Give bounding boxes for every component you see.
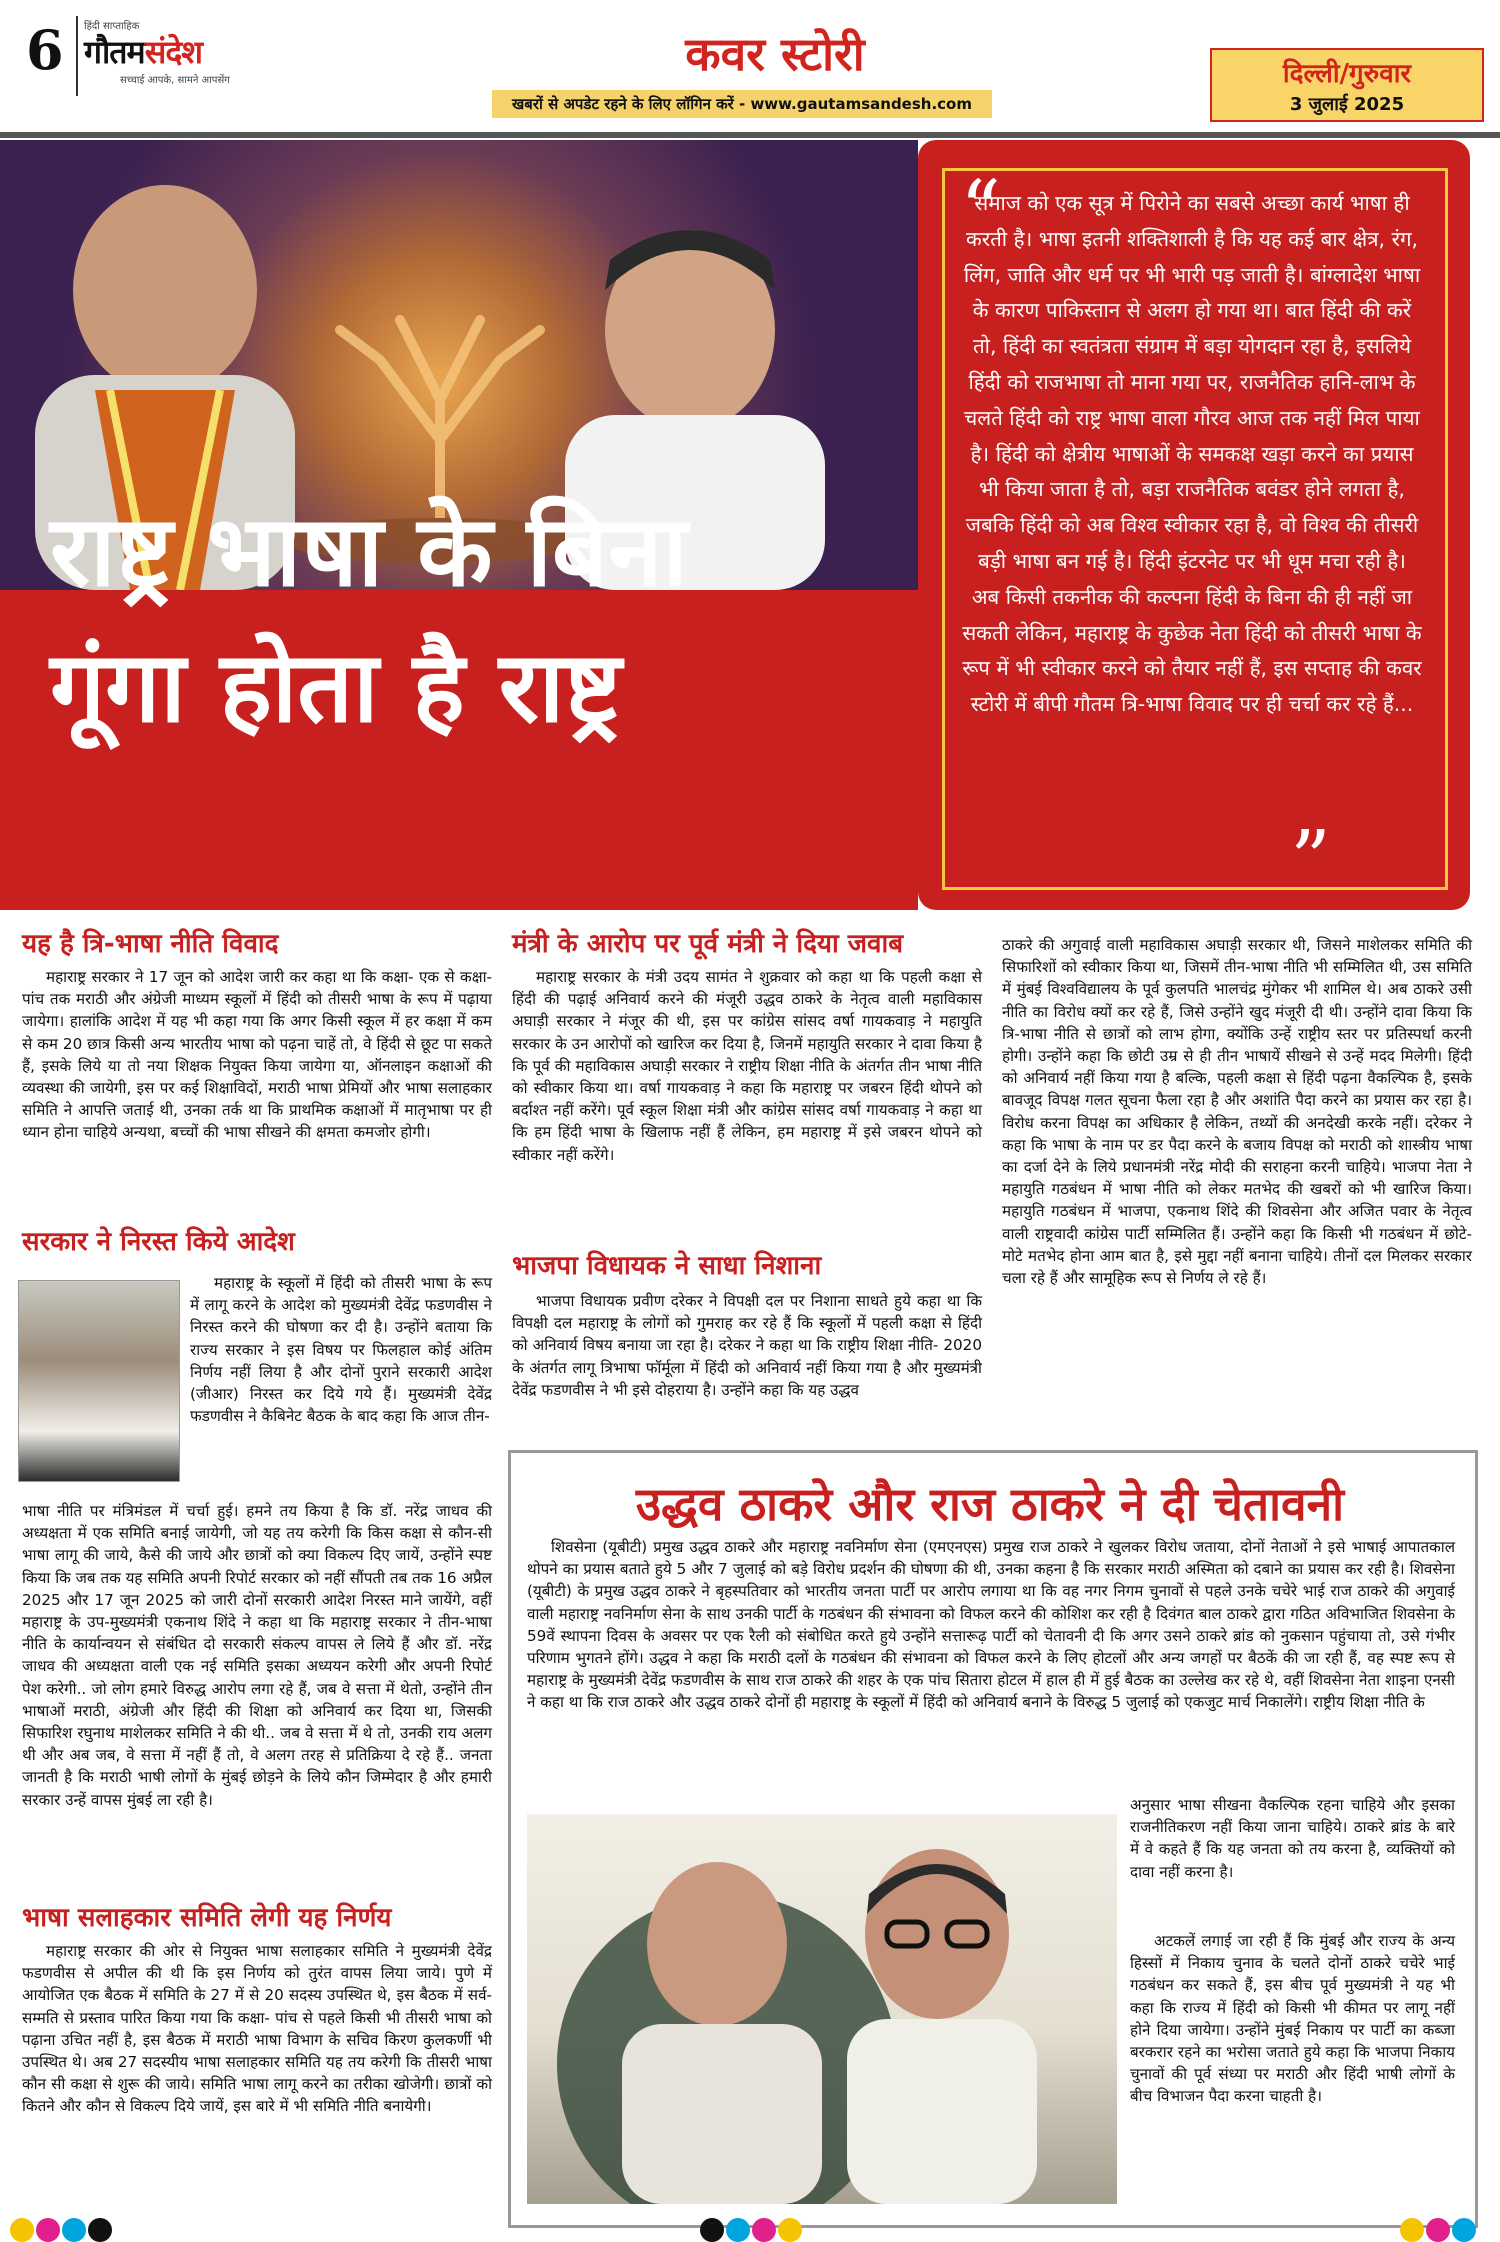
col1-para3 [22,1940,492,2118]
col1-para2b [22,1500,492,1811]
subheading-minister-reply: मंत्री के आरोप पर पूर्व मंत्री ने दिया जवाब [512,929,904,959]
logo-slogan: सच्चाई आपके, सामने आपसेंग [120,75,230,86]
date-box [1210,48,1484,122]
col1-para2a [190,1272,492,1427]
col1-para3-text: महाराष्ट्र सरकार की ओर से नियुक्त भाषा सलाहकार समिति ने मुख्यमंत्री देवेंद्र फडणवीस से अपील की थी कि इस निर्णय को तुरंत वापस लिया जाये। पुणे में आयोजित एक बैठक में समिति के 27 में से 20 सदस्य उपस्थित थे, इस बैठक में सर्व-सम्मति से प्रस्ताव पारित किया गया कि कक्षा- पांच से पहले किसी भी तीसरी भाषा को पढ़ाना उचित नहीं है, इस बैठक में मराठी भाषा विभाग के सचिव किरण कुलकर्णी भी उपस्थित थे। अब 27 सदस्यीय भाषा सलाहकार समिति यह तय करेगी कि तीसरी भाषा कौन सी कक्षा से शुरू की जाये। समिति भाषा लागू करने का तरीका खोजेगी। छात्रों को कितने और कौन से विकल्प दिये जायें, इस बारे में भी समिति नीति बनायेगी। [22,1942,492,2116]
section-title: कवर स्टोरी [685,27,865,81]
subheading-orders-cancelled: सरकार ने निरस्त किये आदेश [22,1227,295,1257]
col1-para1 [22,966,492,1144]
col1-para2b-text: भाषा नीति पर मंत्रिमंडल में चर्चा हुई। हमने तय किया है कि डॉ. नरेंद्र जाधव की अध्यक्षता में एक समिति बनाई जायेगी, जो यह तय करेगी कि किस कक्षा से कौन-सी भाषा लागू की जाये, कैसे की जाये और छात्रों को क्या विकल्प दिए जायें, उन्होंने स्पष्ट किया कि जब तक यह समिति अपनी रिपोर्ट सरकार को नहीं सौंपती तब तक 16 अप्रैल 2025 और 17 जून 2025 को जारी दोनों सरकारी आदेश निरस्त माने जायेंगे, वहीं महाराष्ट्र के उप-मुख्यमंत्री एकनाथ शिंदे ने कहा था कि महाराष्ट्र सरकार ने तीन-भाषा नीति के कार्यान्वयन से संबंधित दो सरकारी संकल्प वापस ले लिये हैं और डॉ. नरेंद्र जाधव की अध्यक्षता वाली एक नई समिति इसका अध्ययन करेगी और अपनी रिपोर्ट पेश करेगी.. जो लोग हमारे विरुद्ध आरोप लगा रहे हैं, जब वे सत्ता में थेतो, उन्होंने तीन भाषाओं मराठी, अंग्रेजी और हिंदी की शिक्षा को अनिवार्य कर दिया था, जिसकी सिफारिश रघुनाथ माशेलकर समिति ने की थी.. जब वे सत्ता में थे तो, उनकी राय अलग थी और अब जब, वे सत्ता में नहीं हैं तो, वे अलग तरह से प्रतिक्रिया दे रहे हैं.. जनता जानती है कि मराठी भाषी लोगों के मुंबई छोड़ने के लिये कौन जिम्मेदार है और हमारी सरकार उन्हें वापस मुंबई ला रही है। [22,1502,492,1809]
header-divider [76,16,78,96]
main-headline-line1: राष्ट्र भाषा के बिना [50,495,688,609]
logo-black-part: गौतम [84,33,145,71]
cyan-mark [1452,2218,1476,2242]
page-number: 6 [26,18,64,82]
subheading-advisory-committee: भाषा सलाहकार समिति लेगी यह निर्णय [22,1903,392,1933]
col3-para1-text: ठाकरे की अगुवाई वाली महाविकास अघाड़ी सरकार थी, जिसने माशेलकर समिति की सिफारिशों को स्वीकार किया था, जिसमें तीन-भाषा नीति भी सम्मिलित थी, उस समिति में मुंबई विश्वविद्यालय के पूर्व कुलपति भालचंद्र मुंगेकर भी शामिल थे। अब ठाकरे उसी नीति का विरोध क्यों कर रहे हैं, जिसे उन्होंने खुद मंजूरी दी थी। उन्होंने दावा किया कि त्रि-भाषा नीति से छात्रों को लाभ होगा, क्योंकि उन्हें राष्ट्रीय स्तर पर प्रतिस्पर्धा करनी होगी। उन्होंने कहा कि छोटी उम्र से ही तीन भाषायें सीखने से उन्हें मदद मिलेगी। हिंदी को अनिवार्य नहीं किया गया है बल्कि, पहली कक्षा से हिंदी पढ़ना वैकल्पिक है, इसके बावजूद विपक्ष गलत सूचना फैला रहा है और अशांति पैदा करने का प्रयास कर रहा है। विरोध करना विपक्ष का अधिकार है लेकिन, तथ्यों की अनदेखी करके नहीं। दरेकर ने कहा कि भाषा के नाम पर डर पैदा करने के बजाय विपक्ष को मराठी को शास्त्रीय भाषा का दर्जा देने के लिये प्रधानमंत्री नरेंद्र मोदी की सराहना करनी चाहिये। भाजपा नेता ने महायुति गठबंधन में भाषा नीति को लेकर मतभेद की खबरों को भी खारिज किया। महायुति गठबंधन में भाजपा, एकनाथ शिंदे की शिवसेना और अजित पवार के नेतृत्व वाली राष्ट्रवादी कांग्रेस पार्टी सम्मिलित हैं। उन्होंने कहा कि किसी भी गठबंधन में छोटे-मोटे मतभेद होना आम बात है, इसे मुद्दा नहीं बनाना चाहिये। तीनों दल मिलकर सरकार चला रहे हैं और सामूहिक रूप से निर्णय ले रहे हैं। [1002,936,1472,1288]
logo-red-part: संदेश [144,33,203,71]
login-link[interactable]: खबरों से अपडेट रहने के लिए लॉगिन करें - www.gautamsandesh.com [492,90,992,118]
black-mark [700,2218,724,2242]
col1-para2a-text: महाराष्ट्र के स्कूलों में हिंदी को तीसरी भाषा के रूप में लागू करने के आदेश को मुख्यमंत्री देवेंद्र फडणवीस ने निरस्त करने की घोषणा कर दी है। उन्होंने बताया कि राज्य सरकार ने इस विषय पर फिलहाल कोई अंतिम निर्णय नहीं लिया है और दोनों पुराने सरकारी आदेश (जीआर) निरस्त कर दिये गये हैं। मुख्यमंत्री देवेंद्र फडणवीस ने कैबिनेट बैठक के बाद कहा कि आज तीन- [190,1274,492,1426]
box-para2 [1130,1794,1455,1883]
subheading-bjp-mla: भाजपा विधायक ने साधा निशाना [512,1251,822,1281]
thackeray-illustration [527,1814,1117,2204]
main-headline-line2: गूंगा होता है राष्ट्र [50,631,622,745]
open-quote-mark: “ [960,163,1001,256]
logo-tagline: हिंदी साप्ताहिक [84,21,140,32]
publication-logo[interactable] [84,30,202,73]
magenta-mark [1426,2218,1450,2242]
col3-para1 [1002,934,1472,1289]
col2-para2 [512,1290,982,1401]
box-para1-text: शिवसेना (यूबीटी) प्रमुख उद्धव ठाकरे और महाराष्ट्र नवनिर्माण सेना (एमएनएस) प्रमुख राज ठाकरे ने खुलकर विरोध जताया, दोनों नेताओं ने इसे भाषाई आपातकाल थोपने का प्रयास बताते हुये 5 और 7 जुलाई को बड़े विरोध प्रदर्शन की घोषणा की थी, उनका कहना है कि सरकार मराठी अस्मिता को दबाने का प्रयास कर रही है। शिवसेना (यूबीटी) के प्रमुख उद्धव ठाकरे ने बृहस्पतिवार को भारतीय जनता पार्टी पर आरोप लगाया था कि वह नगर निगम चुनावों से पहले उनके चचेरे भाई राज ठाकरे की अगुवाई वाली महाराष्ट्र नवनिर्माण सेना के साथ उनकी पार्टी के गठबंधन की संभावना को विफल करने की कोशिश कर रही है दिवंगत बाल ठाकरे द्वारा गठित अविभाजित शिवसेना के 59वें स्थापना दिवस के अवसर पर एक रैली को संबोधित करते हुये उन्होंने सत्तारूढ़ पार्टी को चेतावनी दी कि अगर उसने ठाकरे ब्रांड को नुकसान पहुंचाया तो, उसे गंभीर परिणाम भुगतने होंगे। उद्धव ने कहा कि मराठी दलों के गठबंधन की संभावना को विफल करने के लिए होटलों और अन्य जगहों पर बैठकें की जा रही हैं, वह स्पष्ट रूप से महाराष्ट्र के मुख्यमंत्री देवेंद्र फडणवीस के साथ राज ठाकरे की शहर के एक पांच सितारा होटल में हाल ही में हुई बैठक का उल्लेख कर रहे थे, वहीं शिवसेना नेता शाइना एनसी ने कहा था कि राज ठाकरे और उद्धव ठाकरे दोनों ही महाराष्ट्र के स्कूलों में हिंदी को अनिवार्य बनाने के विरुद्ध 5 जुलाई को एकजुट मार्च निकालेंगे। राष्ट्रीय शिक्षा नीति के [527,1538,1455,1712]
yellow-mark [10,2218,34,2242]
box-para2-text: अनुसार भाषा सीखना वैकल्पिक रहना चाहिये और इसका राजनीतिकरण नहीं किया जाना चाहिये। ठाकरे ब्रांड के बारे में वे कहते हैं कि यह जनता को तय करना है, व्यक्तियों को दावा नहीं करना है। [1130,1796,1455,1881]
black-mark [88,2218,112,2242]
magenta-mark [752,2218,776,2242]
box-para1 [527,1536,1455,1714]
box-para3 [1130,1930,1455,2108]
col2-para1-text: महाराष्ट्र सरकार के मंत्री उदय सामंत ने शुक्रवार को कहा था कि पहली कक्षा से हिंदी की पढ़ाई अनिवार्य करने की मंजूरी उद्धव ठाकरे के नेतृत्व वाली महाविकास अघाड़ी सरकार ने मंजूर की थी, इस पर कांग्रेस सांसद वर्षा गायकवाड़ ने महायुति सरकार के उन आरोपों को खारिज कर दिया है, जिनमें महायुति सरकार ने दावा किया है कि पूर्व की महाविकास अघाड़ी सरकार ने राष्ट्रीय शिक्षा नीति के अंतर्गत तीन भाषा नीति को स्वीकार किया था। वर्षा गायकवाड़ ने कहा कि महाराष्ट्र पर जबरन हिंदी थोपने को बर्दाश्त नहीं करेंगे। पूर्व स्कूल शिक्षा मंत्री और कांग्रेस सांसद वर्षा गायकवाड़ ने कहा था कि हम हिंदी भाषा के खिलाफ नहीं हैं लेकिन, हम महाराष्ट्र में इसे जबरन थोपने को स्वीकार नहीं करेंगे। [512,968,982,1164]
yellow-mark [1400,2218,1424,2242]
magenta-mark [36,2218,60,2242]
city-day: दिल्ली/गुरुवार [1282,59,1412,89]
yellow-mark [778,2218,802,2242]
box-para3-text: अटकलें लगाई जा रही हैं कि मुंबई और राज्य के अन्य हिस्सों में निकाय चुनाव के चलते दोनों ठाकरे चचेरे भाई गठबंधन कर सकते हैं, इस बीच पूर्व मुख्यमंत्री ने यह भी कहा कि राज्य में हिंदी को किसी भी कीमत पर लागू नहीं होने दिया जायेगा। उन्होंने मुंबई निकाय पर पार्टी का कब्जा बरकरार रहने का भरोसा जताते हुये कहा कि भाजपा निकाय चुनावों की पूर्व संध्या पर मराठी और हिंदी भाषी लोगों के बीच विभाजन पैदा करना चाहती है। [1130,1932,1455,2106]
chief-minister-photo [18,1280,180,1482]
col1-para1-text: महाराष्ट्र सरकार ने 17 जून को आदेश जारी कर कहा था कि कक्षा- एक से कक्षा- पांच तक मराठी और अंग्रेजी माध्यम स्कूलों में हिंदी को तीसरी भाषा के रूप में पढ़ाया जायेगा। हालांकि आदेश में यह भी कहा गया कि अगर किसी स्कूल में हर कक्षा में कम से कम 20 छात्र किसी अन्य भारतीय भाषा को पढ़ना चाहें तो, वे हिंदी से छूट पा सकते हैं, इसके लिये या तो नया शिक्षक नियुक्त किया जायेगा या, ऑनलाइन कक्षाओं की व्यवस्था की जायेगी, इस पर कई शिक्षाविदों, मराठी भाषा प्रेमियों और भाषा सलाहकार समिति ने आपत्ति जताई थी, उनका तर्क था कि प्राथमिक कक्षाओं में मातृभाषा पर ही ध्यान होना चाहिये अन्यथा, बच्चों की भाषा सीखने की क्षमता कमजोर होगी। [22,968,492,1142]
thackeray-story-title: उद्धव ठाकरे और राज ठाकरे ने दी चेतावनी [635,1477,1345,1531]
header-rule [0,132,1500,138]
close-quote-mark: ” [1290,813,1331,906]
subheading-tri-language-dispute: यह है त्रि-भाषा नीति विवाद [22,929,279,959]
col2-para2-text: भाजपा विधायक प्रवीण दरेकर ने विपक्षी दल पर निशाना साधते हुये कहा था कि विपक्षी दल महाराष्ट्र के लोगों को गुमराह कर रहे हैं कि स्कूलों में पहली कक्षा से हिंदी को अनिवार्य विषय बनाया जा रहा है। दरेकर ने कहा था कि राष्ट्रीय शिक्षा नीति- 2020 के अंतर्गत लागू त्रिभाषा फॉर्मूला में हिंदी को अनिवार्य नहीं किया गया है और मुख्यमंत्री देवेंद्र फडणवीस ने भी इसे दोहराया है। उन्होंने कहा कि यह उद्धव [512,1292,982,1399]
issue-date: 3 जुलाई 2025 [1289,94,1405,115]
cyan-mark [726,2218,750,2242]
intro-quote-text: समाज को एक सूत्र में पिरोने का सबसे अच्छा कार्य भाषा ही करती है। भाषा इतनी शक्तिशाली है कि यह कई बार क्षेत्र, रंग, लिंग, जाति और धर्म पर भी भारी पड़ जाती है। बांग्लादेश भाषा के कारण पाकिस्तान से अलग हो गया था। बात हिंदी की करें तो, हिंदी का स्वतंत्रता संग्राम में बड़ा योगदान रहा है, इसलिये हिंदी को राजभाषा तो माना गया पर, राजनैतिक हानि-लाभ के चलते हिंदी को राष्ट्र भाषा वाला गौरव आज तक नहीं मिल पाया है। हिंदी को क्षेत्रीय भाषाओं के समकक्ष खड़ा करने का प्रयास भी किया जाता है तो, बड़ा राजनैतिक बवंडर होने लगता है, जबकि हिंदी को अब विश्व स्वीकार रहा है, वो विश्व की तीसरी बड़ी भाषा बन गई है। हिंदी इंटरनेट पर भी धूम मचा रही है। अब किसी तकनीक की कल्पना हिंदी के बिना की ही नहीं जा सकती लेकिन, महाराष्ट्र के कुछेक नेता हिंदी को तीसरी भाषा के रूप में भी स्वीकार करने को तैयार नहीं हैं, इस सप्ताह की कवर स्टोरी में बीपी गौतम त्रि-भाषा विवाद पर ही चर्चा कर रहे हैं... [962,191,1422,717]
print-color-marks [0,2216,1500,2233]
thackeray-brothers-photo [527,1814,1117,2204]
col2-para1 [512,966,982,1166]
cyan-mark [62,2218,86,2242]
